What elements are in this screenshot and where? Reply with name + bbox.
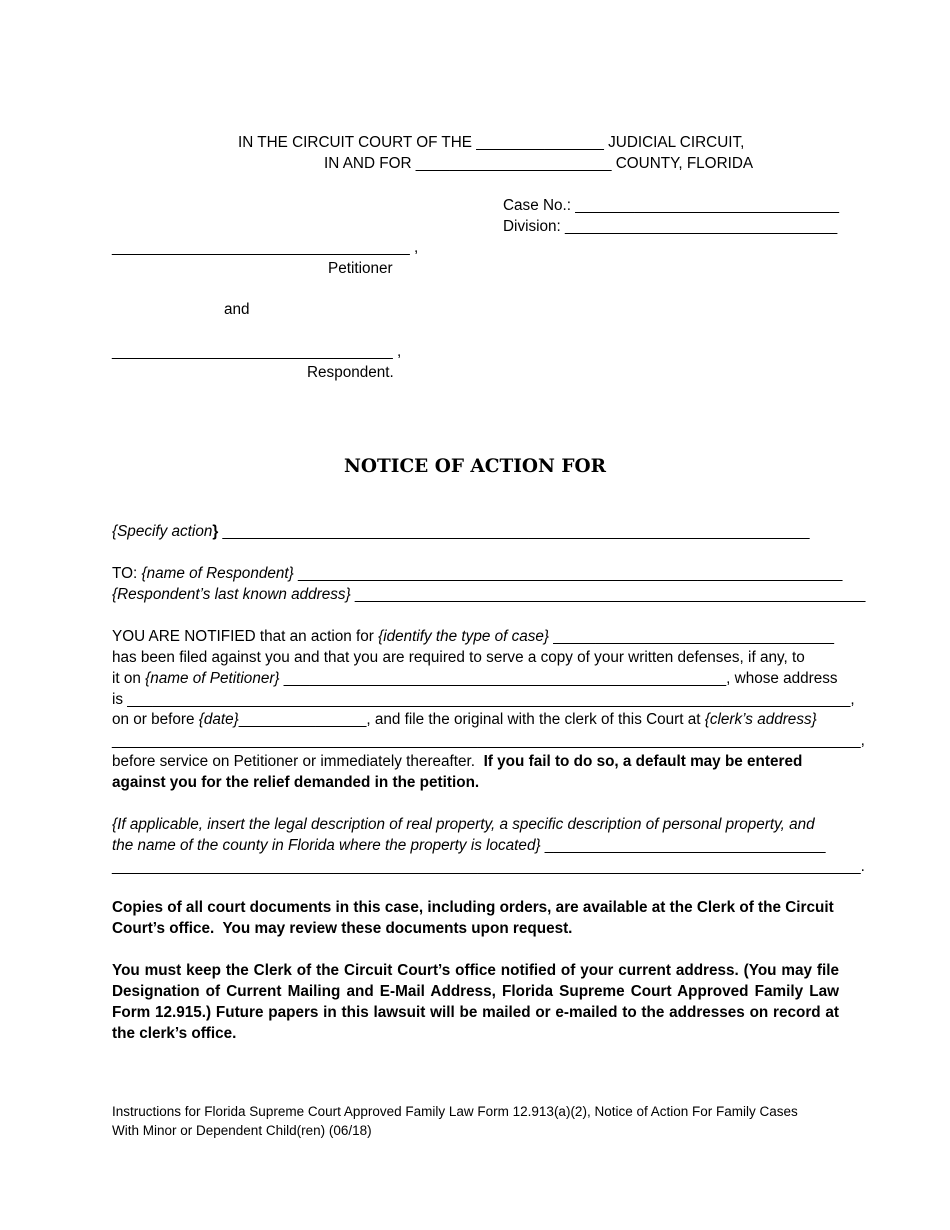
and-label: and bbox=[224, 301, 250, 318]
court-caption-line-1: IN THE CIRCUIT COURT OF THE _______________ JUDICIAL CIRCUIT, bbox=[238, 134, 745, 151]
specify-action-blank: _____________________________________________________________________ bbox=[218, 523, 810, 540]
specify-action-line bbox=[112, 522, 810, 542]
document-title: NOTICE OF ACTION FOR bbox=[344, 456, 606, 477]
respondent-name-blank: ________________________________________________________________ bbox=[293, 565, 843, 582]
petitioner-name-line: ___________________________________ , bbox=[112, 239, 419, 256]
notice-line-3 bbox=[112, 669, 838, 689]
specify-action-brace: } bbox=[212, 523, 219, 540]
to-prefix: TO: bbox=[112, 565, 142, 582]
notice-line-1 bbox=[112, 627, 834, 647]
address-notice-paragraph: You must keep the Clerk of the Circuit Court’s office notified of your current address. (You may file Designation of Current Mailing and E-Mail Address, Florida Supreme Court Approved Family Law Form 12.915.) Future papers in this lawsuit will be mailed or e-mailed to the addresses on record at the clerk’s office. bbox=[112, 962, 839, 1042]
respondent-address-label: {Respondent’s last known address} bbox=[112, 586, 351, 603]
specify-action-label: {Specify action bbox=[112, 523, 213, 540]
footer-line-1: Instructions for Florida Supreme Court Approved Family Law Form 12.913(a)(2), Notice of Action For Family Cases bbox=[112, 1104, 798, 1119]
default-warning: If you fail to do so, a default may be entered bbox=[483, 753, 803, 770]
division-field: Division: ________________________________ bbox=[503, 218, 838, 235]
respondent-address-field bbox=[112, 585, 865, 605]
notice-line-7 bbox=[112, 752, 802, 772]
case-number-field: Case No.: _______________________________ bbox=[503, 197, 839, 214]
property-line-2 bbox=[112, 836, 826, 856]
respondent-name-line: _________________________________ , bbox=[112, 343, 402, 360]
notice-text: it on bbox=[112, 670, 146, 687]
notice-text: on or before bbox=[112, 711, 199, 728]
property-instruction: the name of the county in Florida where the property is located} bbox=[112, 837, 541, 854]
date-label: {date} bbox=[198, 711, 239, 728]
court-caption-line-2: IN AND FOR _______________________ COUNTY, FLORIDA bbox=[324, 155, 754, 172]
property-line-1: {If applicable, insert the legal description of real property, a specific description of personal property, and bbox=[112, 816, 815, 833]
notice-line-4: is _____________________________________________________________________________________, bbox=[112, 691, 855, 708]
notice-text: _______________, and file the original with the clerk of this Court at bbox=[238, 711, 705, 728]
notice-line-2: has been filed against you and that you are required to serve a copy of your written defenses, if any, to bbox=[112, 649, 805, 666]
copies-notice-line-2: Court’s office. You may review these documents upon request. bbox=[112, 920, 573, 937]
respondent-label: Respondent. bbox=[307, 364, 394, 381]
property-line-3: ________________________________________________________________________________________. bbox=[112, 858, 865, 875]
respondent-name-label: {name of Respondent} bbox=[141, 565, 294, 582]
notice-text: before service on Petitioner or immediately thereafter. bbox=[112, 753, 484, 770]
respondent-address-blank: ____________________________________________________________ bbox=[350, 586, 866, 603]
footer-line-2: With Minor or Dependent Child(ren) (06/18) bbox=[112, 1123, 372, 1138]
petitioner-name-label: {name of Petitioner} bbox=[145, 670, 280, 687]
property-blank: _________________________________ bbox=[540, 837, 826, 854]
notice-line-8: against you for the relief demanded in the petition. bbox=[112, 774, 480, 791]
notice-line-6: ________________________________________________________________________________________, bbox=[112, 732, 865, 749]
clerk-address-label: {clerk’s address} bbox=[704, 711, 817, 728]
petitioner-name-blank: ____________________________________________________, whose address bbox=[279, 670, 838, 687]
petitioner-label: Petitioner bbox=[328, 260, 393, 277]
notice-line-5 bbox=[112, 710, 817, 730]
copies-notice-line-1: Copies of all court documents in this case, including orders, are available at the Clerk of the Circuit bbox=[112, 899, 834, 916]
respondent-name-field bbox=[112, 564, 842, 584]
case-type-blank: _________________________________ bbox=[549, 628, 835, 645]
notice-text: YOU ARE NOTIFIED that an action for bbox=[112, 628, 379, 645]
case-type-label: {identify the type of case} bbox=[378, 628, 550, 645]
